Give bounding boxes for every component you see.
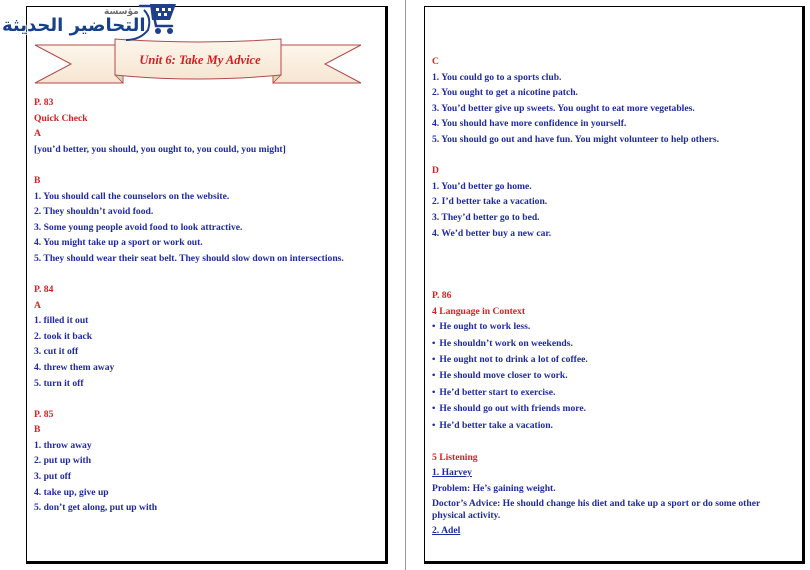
left-content [34, 95, 377, 516]
modals-list: [you’d better, you should, you ought to, you could, you might] [34, 143, 286, 155]
right-content [432, 54, 794, 539]
answer-line: 3. You’d better give up sweets. You ought to eat more vegetables. [432, 102, 695, 114]
answer-line: 2. put up with [34, 455, 92, 467]
bullet-item: • He’d better take a vacation. [432, 418, 794, 434]
answer-line: 1. You’d better go home. [432, 180, 532, 192]
page-ref-86: P. 86 [432, 289, 452, 301]
answer-line: 1. You could go to a sports club. [432, 71, 562, 83]
section-b-label: B [34, 424, 41, 436]
problem-line: Problem: He’s gaining weight. [432, 482, 556, 494]
page-ref-84: P. 84 [34, 283, 54, 295]
page-ref-83: P. 83 [34, 97, 54, 108]
answer-line: 3. put off [34, 471, 72, 483]
answer-line: 3. They’d better go to bed. [432, 211, 540, 223]
answer-line: 5. You should go out and have fun. You might volunteer to help others. [432, 133, 719, 145]
logo-title: التحاضير الحديثة [2, 15, 146, 36]
section-b-label: B [34, 174, 41, 186]
bullet-item: • He should move closer to work. [432, 368, 794, 384]
answer-line: 1. throw away [34, 439, 92, 451]
answer-line: 5. They should wear their seat belt. They should slow down on intersections. [34, 252, 344, 264]
bullet-item: • He ought to work less. [432, 319, 794, 335]
language-in-context-heading: 4 Language in Context [432, 305, 526, 317]
answer-line: 2. I’d better take a vacation. [432, 196, 548, 208]
right-page [424, 6, 805, 564]
answer-line: 2. took it back [34, 330, 93, 342]
answer-line: 2. They shouldn’t avoid food. [34, 206, 154, 218]
answer-line: 4. take up, give up [34, 486, 109, 498]
section-a-label: A [34, 128, 41, 140]
page-gutter [405, 0, 406, 570]
bullet-item: • He ought not to drink a lot of coffee. [432, 352, 794, 368]
speaker-name: 2. Adel [432, 525, 461, 537]
section-a-label: A [34, 299, 41, 311]
listening-heading: 5 Listening [432, 451, 478, 463]
answer-line: 5. turn it off [34, 377, 84, 389]
section-d-label: D [432, 165, 439, 177]
answer-line: 4. We’d better buy a new car. [432, 227, 552, 239]
bullet-item: • He’d better start to exercise. [432, 385, 794, 401]
advice-line: Doctor’s Advice: He should change his diet and take up a sport or do some other physical activity. [432, 498, 761, 521]
bullet-item: • He shouldn’t work on weekends. [432, 336, 794, 352]
bullet-item: • He should go out with friends more. [432, 401, 794, 417]
unit-title: Unit 6: Take My Advice [139, 53, 261, 67]
unit-title-banner [33, 37, 363, 93]
answer-line: 1. You should call the counselors on the website. [34, 190, 230, 202]
answer-line: 4. You should have more confidence in yourself. [432, 118, 627, 130]
speaker-name: 1. Harvey [432, 467, 472, 479]
left-page [26, 6, 388, 564]
answer-line: 2. You ought to get a nicotine patch. [432, 87, 578, 99]
publisher-logo [0, 0, 186, 44]
answer-line: 5. don’t get along, put up with [34, 502, 158, 514]
answer-line: 4. threw them away [34, 361, 115, 373]
quick-check-heading: Quick Check [34, 112, 88, 124]
answer-line: 3. Some young people avoid food to look attractive. [34, 221, 243, 233]
page-ref-85: P. 85 [34, 408, 54, 420]
answer-line: 4. You might take up a sport or work out. [34, 237, 203, 249]
answer-line: 3. cut it off [34, 346, 79, 358]
section-c-label: C [432, 56, 439, 67]
answer-line: 1. filled it out [34, 315, 89, 327]
logo-subtitle: مؤسسة [104, 7, 139, 17]
